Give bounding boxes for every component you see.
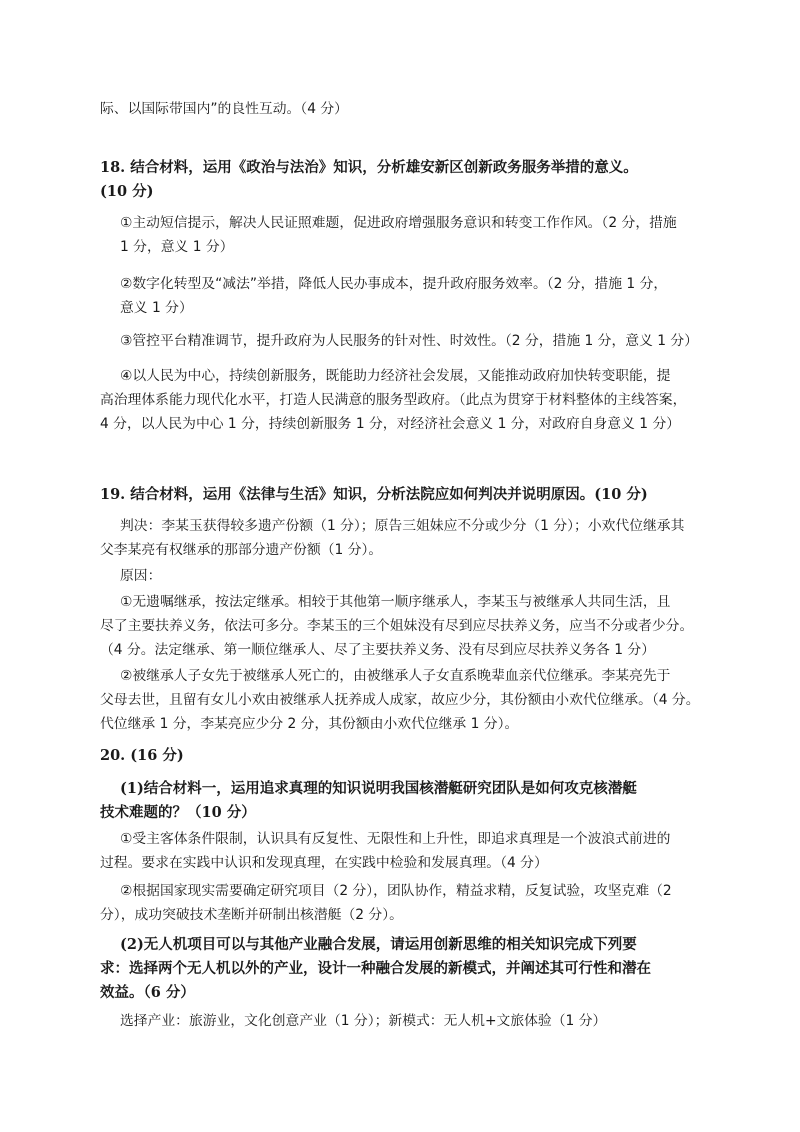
question-18-title: 18. 结合材料，运用《政治与法治》知识，分析雄安新区创新政务服务举措的意义。 [100,159,638,176]
q20-part-1-answer-1: ①受主客体条件限制，认识具有反复性、无限性和上升性，即追求真理是一个波浪式前进的 [120,831,671,847]
q20-part-1-answer-2-cont: 分），成功突破技术垄断并研制出核潜艇（2 分）。 [100,907,403,923]
q19-verdict-cont: 父李某亮有权继承的那部分遗产份额（1 分）。 [100,542,383,558]
q20-part-1-answer-2: ②根据国家现实需要确定研究项目（2 分），团队协作，精益求精，反复试验，攻坚克难（2 [120,883,672,899]
q20-part-1-cont: 技术难题的？（10 分） [100,804,256,821]
question-18-points: (10 分) [100,183,154,200]
q18-answer-1: ①主动短信提示，解决人民证照难题，促进政府增强服务意识和转变工作作风。（2 分，措施 [120,215,677,231]
q18-answer-4: ④以人民为中心，持续创新服务，既能助力经济社会发展，又能推动政府加快转变职能，提 [120,368,671,384]
q19-reason-2: ②被继承人子女先于被继承人死亡的，由被继承人子女直系晚辈血亲代位继承。李某亮先于 [120,668,671,684]
q19-verdict: 判决：李某玉获得较多遗产份额（1 分）；原告三姐妹应不分或少分（1 分）；小欢代位继承其 [120,518,685,534]
q18-answer-1-cont: 1 分，意义 1 分） [120,239,234,255]
q18-answer-2: ②数字化转型及“减法”举措，降低人民办事成本，提升政府服务效率。（2 分，措施 1 分， [120,276,668,292]
q19-reason-1-cont2: （4 分。法定继承、第一顺位继承人、尽了主要扶养义务、没有尽到应尽扶养义务各 1 分） [100,642,655,658]
prev-answer-tail: 际、以国际带国内”的良性互动。（4 分） [100,101,348,117]
q20-part-2-answer: 选择产业：旅游业，文化创意产业（1 分）；新模式：无人机+文旅体验（1 分） [120,1013,607,1029]
q20-part-1: (1)结合材料一，运用追求真理的知识说明我国核潜艇研究团队是如何攻克核潜艇 [120,780,637,797]
q18-answer-4-cont1: 高治理体系能力现代化水平，打造人民满意的服务型政府。（此点为贯穿于材料整体的主线答案， [100,392,687,408]
q18-answer-2-cont: 意义 1 分） [120,300,193,316]
q19-reason-2-cont1: 父母去世，且留有女儿小欢由被继承人抚养成人成家，故应少分，其份额由小欢代位继承。（4 分。 [100,692,700,708]
question-19-title: 19. 结合材料，运用《法律与生活》知识，分析法院应如何判决并说明原因。(10 分) [100,486,648,503]
q20-part-2-cont2: 效益。（6 分） [100,984,195,1001]
q20-part-2: (2)无人机项目可以与其他产业融合发展，请运用创新思维的相关知识完成下列要 [120,936,637,953]
q18-answer-3: ③管控平台精准调节，提升政府为人民服务的针对性、时效性。（2 分，措施 1 分，意义 1 分） [120,333,699,349]
q19-reason-1: ①无遗嘱继承，按法定继承。相较于其他第一顺序继承人，李某玉与被继承人共同生活，且 [120,594,671,610]
q19-reason-2-cont2: 代位继承 1 分，李某亮应少分 2 分，其份额由小欢代位继承 1 分）。 [100,716,519,732]
q19-reason-1-cont1: 尽了主要扶养义务，依法可多分。李某玉的三个姐妹没有尽到应尽扶养义务，应当不分或者少分。 [100,618,694,634]
q18-answer-4-cont2: 4 分，以人民为中心 1 分，持续创新服务 1 分，对经济社会意义 1 分，对政府自身意义 1 分） [100,416,681,432]
q19-reason-label: 原因： [120,568,162,584]
question-20-title: 20. (16 分) [100,747,184,764]
q20-part-1-answer-1-cont: 过程。要求在实践中认识和发现真理，在实践中检验和发展真理。（4 分） [100,855,548,871]
q20-part-2-cont1: 求：选择两个无人机以外的产业，设计一种融合发展的新模式，并阐述其可行性和潜在 [100,960,651,977]
